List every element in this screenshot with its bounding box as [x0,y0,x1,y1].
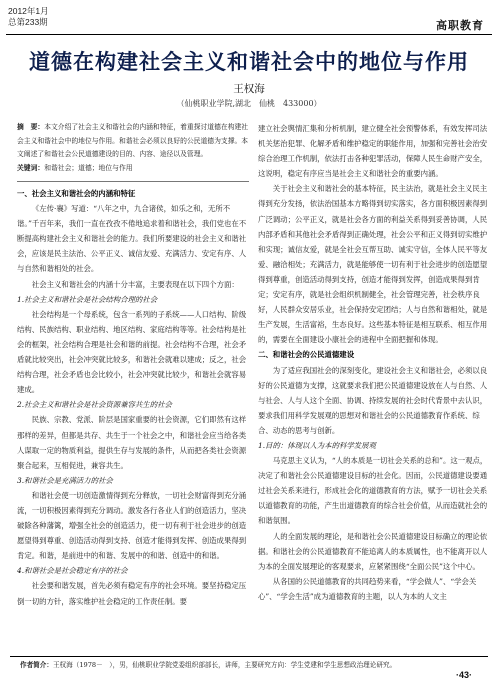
paragraph: 社会结构是一个母系统，包含一系列的子系统——人口结构、阶级结构、民族结构、职业结构、地区结构、家庭结构等等。社会结构是社会的框架，社会结构合理是社会和谐的前提。社会结构不合理，社会矛盾就比较突出，社会冲突就比较多，和谐社会就难以建成；反之，社会结构合理，社会矛盾也会比较小，社会冲突就比较少，和谐社会就容易建成。 [17,309,247,395]
abstract-divider [17,181,249,182]
keywords-text: 和谐社会；道德；地位与作用 [44,163,133,172]
author-footnote [20,659,396,669]
subsection-heading: 2.社会主义和谐社会是社会资源兼容共生的社会 [17,400,172,410]
section-name: 高职教育 [436,20,484,32]
footnote-label: 作者简介： [20,661,53,669]
abstract [17,121,249,162]
section-heading: 二、和谐社会的公民道德建设 [258,350,355,360]
subsection-heading: 1.目的：体现以人为本的科学发展观 [258,440,376,450]
subsection-heading: 4.和谐社会是社会稳定有序的社会 [17,566,128,576]
paragraph: 人的全面发展的理论，是和谐社会公民道德建设目标确立的理论依据。和谐社会的公民道德教育不能追离人的本质属性，也不能离开以人为本的全面发展理论的客观要求，应紧紧围绕“全面公民”这个中心。 [258,531,488,571]
page-number: ·43· [455,670,472,680]
paragraph: 从各国的公民道德教育的共同趋势来看，“学会做人”、“学会关心”、“学会生活”成为道德教育的主题，以人为本的人文主 [258,576,477,601]
paragraph: 为了适应我国社会的深刻变化，建设社会主义和谐社会，必须以良好的公民道德为支撑，这就要求我们把公民道德建设放在人与自然、人与社会、人与人这个全面、协调、持续发展的社会时代背景中去认识，要求我们用科学发展观的思想对和谐社会的公民道德教育作系统、综合、动态的思考与创新。 [258,365,488,435]
right-column [258,121,488,604]
abstract-block [17,121,249,175]
article-author: 王权海 [233,83,265,95]
keywords-label: 关键词： [17,163,45,172]
section-heading: 一、社会主义和谐社会的内涵和特征 [17,189,136,198]
abstract-label: 摘 要： [17,123,45,131]
left-column-body [17,186,249,609]
paragraph: 建立社会舆情汇集和分析机制，建立健全社会预警体系，有效发挥司法机关惩治犯罪、化解矛盾和维护稳定的职能作用，加强和完善社会治安综合治理工作机制，依法打击各种犯罪活动，保障人民生命财产安全，这说明，稳定有序应当是社会主义和谐社会的重要内涵。 [258,124,488,179]
paragraph: 马克思主义认为，“人的本质是一切社会关系的总和”。这一观点，决定了和谐社会公民道德建设目标的社会化。因而，公民道德建设要通过社会关系来进行，形成社会化的道德教育的方法，赋予一切社会关系以道德教育的功能，产生出道德教育的综合社会价值，从而造就社会的和谐氛围。 [258,456,488,526]
issue-date: 2012年1月 [8,6,49,16]
issue-info [8,6,49,28]
journal-header [0,0,498,44]
left-column [17,121,249,609]
subsection-heading: 3.和谐社会是充满活力的社会 [17,475,113,485]
subsection-heading: 1.社会主义和谐社会是社会结构合理的社会 [17,294,158,304]
footnote-text: 王权海（1978－ ），男，仙桃职业学院党委组织部部长，讲师，主要研究方向：学生党建和学生思想政治理论研究。 [52,661,397,669]
paragraph: 社会主义和谐社会的内涵十分丰富，主要表现在以下四个方面： [31,279,239,289]
abstract-text: 本文介绍了社会主义和谐社会的内涵和特征，着重探讨道德在构建社会主义和谐社会中的地位与作用。和谐社会必须以良好的公民道德为支撑。本文阐述了和谐社会公民道德建设的目的、内容、途径以及管理。 [17,123,249,158]
paragraph: 社会要和谐发展，首先必须有稳定有序的社会环境。要坚持稳定压倒一切的方针，落实维护社会稳定的工作责任制。要 [17,581,247,606]
paragraph: 关于社会主义和谐社会的基本特征，民主法治，就是社会主义民主得到充分发扬，依法治国基本方略得到切实落实，各方面积极因素得到广泛调动；公平正义，就是社会各方面的利益关系得到妥善协调，人民内部矛盾和其他社会矛盾得到正确处理，社会公平和正义得到切实维护和实现；诚信友爱，就是全社会互帮互助、诚实守信，全体人民平等友爱、融洽相处；充满活力，就是能够使一切有利于社会进步的创造愿望得到尊重，创造活动得到支持，创造才能得到发挥，创造成果得到肯定；安定有序，就是社会组织机制健全，社会管理完善，社会秩序良好，人民群众安居乐业，社会保持安定团结；人与自然和谐相处，就是生产发展，生活富裕，生态良好。这些基本特征是相互联系、相互作用的，需要在全面建设小康社会的进程中全面把握和体现。 [258,184,488,345]
footnote-rule [10,656,488,657]
article-title: 道德在构建社会主义和谐社会中的地位与作用 [29,49,469,74]
paragraph: 《左传·襄》写道：“八年之中，九合诸侯，如乐之和，无所不谐。”千百年来，我们一直在孜孜不倦地追求着和谐社会，我们党也在不断提高构建社会主义和谐社会的能力。我们所要建设的社会主义和谐社会，应该是民主法治、公平正义、诚信友爱、充满活力、安定有序、人与自然和谐相处的社会。 [17,204,247,274]
right-column-body [258,121,488,604]
header-rule [6,34,492,35]
author-affiliation: （仙桃职业学院,湖北 仙桃 433000） [176,99,322,108]
paragraph: 民族、宗教、党派、阶层是国家重要的社会资源，它们即然有这样那样的差异，但都是共存、共生于一个社会之中，和谐社会应当给各类人谋取一定的物质利益，提供生存与发展的条件，从而把各类社会资源聚合起来，互相促进，兼容共生。 [17,415,247,470]
issue-number: 总第233期 [8,17,48,27]
paragraph: 和谐社会使一切创造激情得到充分释放，一切社会财富得到充分涌流，一切积极因素得到充分调动。激发各行各业人们的创造活力，坚决破除各种藩篱，增强全社会的创造活力，使一切有利于社会进步的创造愿望得到尊重、创造活动得到支持、创造才能得到发挥、创造成果得到肯定。和谐，是前进中的和谐、发展中的和谐、创造中的和谐。 [17,490,247,561]
keywords [17,162,249,176]
